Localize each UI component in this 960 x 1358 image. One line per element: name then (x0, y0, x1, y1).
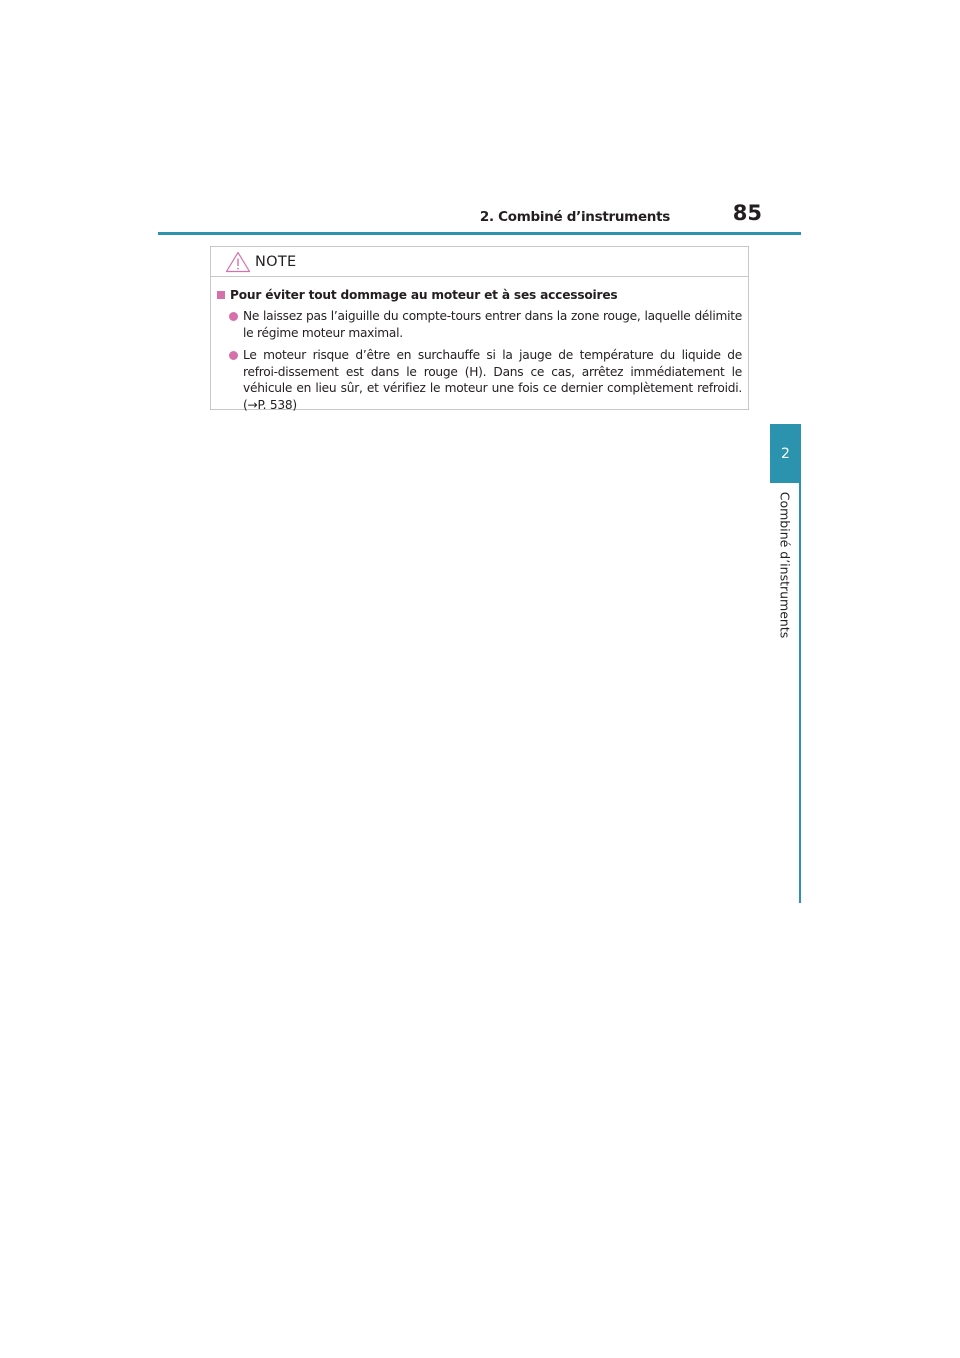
note-title: NOTE (255, 253, 297, 270)
note-item (217, 308, 742, 341)
section-title: 2. Combiné d’instruments (479, 209, 670, 225)
chapter-number: 2 (781, 445, 790, 462)
square-bullet-icon (217, 291, 225, 299)
note-item-text: Ne laissez pas l’aiguille du compte-tours entrer dans la zone rouge, laquelle délimite le régime moteur maximal. (243, 309, 742, 340)
dot-bullet-icon (229, 312, 238, 321)
warning-triangle-icon (225, 251, 251, 273)
page-number: 85 (732, 201, 762, 225)
note-item-text: Le moteur risque d’être en surchauffe si la jauge de température du liquide de refroi-dissement est dans le rouge (H). Dans ce cas, arrêtez immédiatement le véhicule en lieu sûr, et vérifiez le moteur une fois ce dernier complètement refroidi. (→P. 538) (243, 348, 742, 412)
chapter-tab (770, 424, 801, 483)
note-body (211, 277, 748, 413)
dot-bullet-icon (229, 351, 238, 360)
note-heading-text: Pour éviter tout dommage au moteur et à ses accessoires (230, 288, 618, 302)
header-rule (158, 232, 801, 235)
note-box (210, 246, 749, 410)
note-header (211, 247, 748, 277)
chapter-side-label: Combiné d’instruments (777, 491, 793, 639)
note-item (217, 347, 742, 413)
chapter-rule (799, 483, 801, 903)
note-heading (217, 288, 742, 302)
